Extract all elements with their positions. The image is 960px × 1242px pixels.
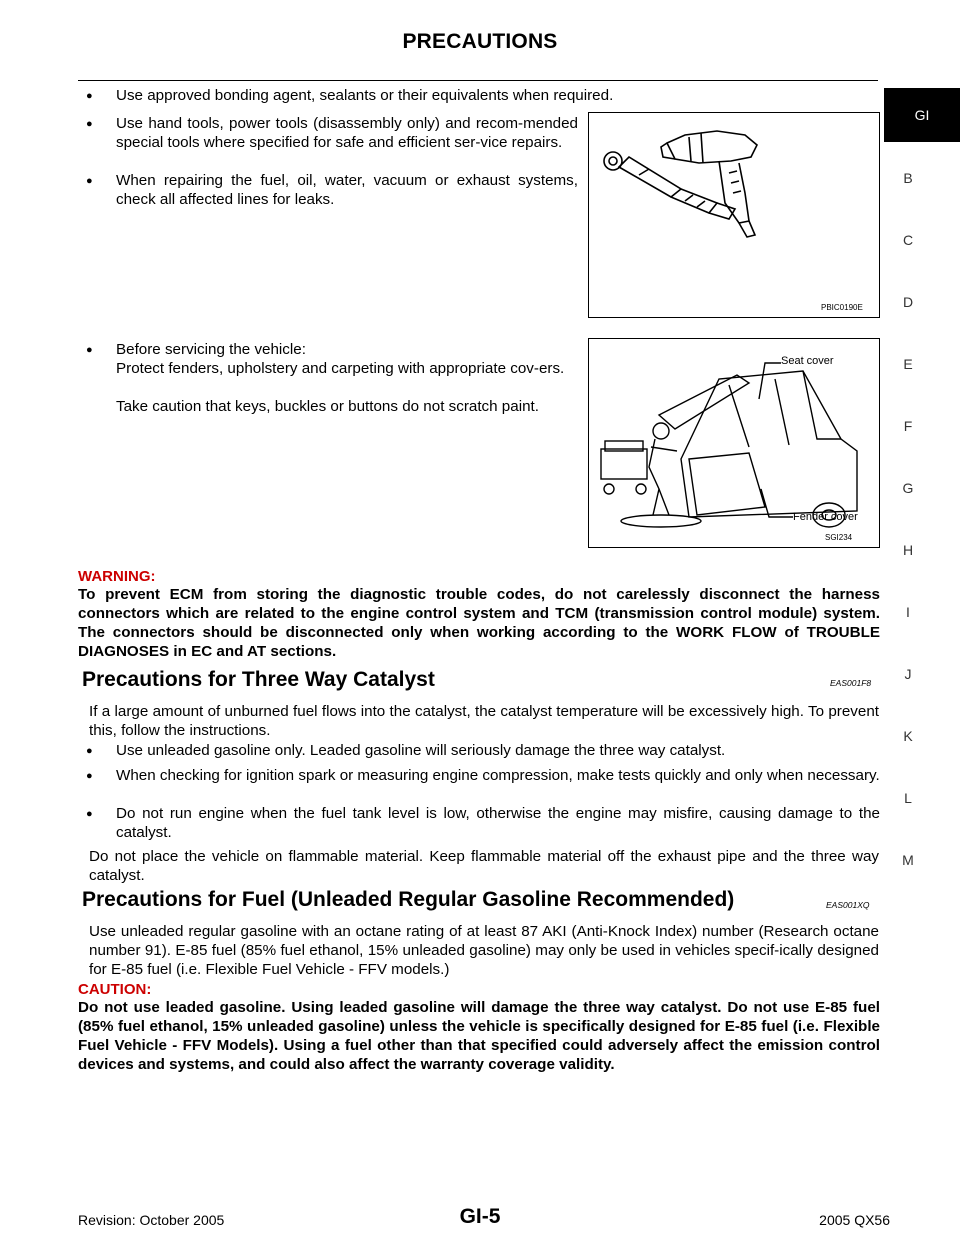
- bullet-icon: ●: [86, 745, 93, 757]
- bullet-text: Use approved bonding agent, sealants or their equivalents when required.: [116, 87, 614, 104]
- bullet-icon: ●: [86, 175, 93, 187]
- section-title-catalyst: Precautions for Three Way Catalyst: [82, 668, 435, 691]
- bullet-text: When repairing the fuel, oil, water, vacuum or exhaust systems, check all affected lines for leaks.: [116, 172, 578, 208]
- side-letter-l[interactable]: L: [904, 790, 912, 806]
- side-letter-d[interactable]: D: [902, 294, 914, 310]
- title-divider: [78, 80, 878, 81]
- vehicle-bullet-line2: Protect fenders, upholstery and carpeting with appropriate cov-ers.: [116, 360, 565, 377]
- vehicle-covers-illustration: [588, 338, 880, 548]
- tools-illustration: [588, 112, 880, 318]
- catalyst-bullet: Do not run engine when the fuel tank level is low, otherwise the engine may misfire, causing damage to the catalyst.: [116, 805, 880, 841]
- warning-heading: WARNING:: [78, 568, 156, 585]
- side-tab-gi[interactable]: GI: [884, 88, 960, 142]
- caution-text: Do not use leaded gasoline. Using leaded gasoline will damage the three way catalyst. Do not use E-85 fuel (85% fuel ethanol, 15% unleaded gasoline) unless the vehicle is specifically designed for E-85 fuel (i.e. Flexible Fuel Vehicle - FFV Models). Using a fuel other than that specified could adversely affect the emission control devices and systems, and could also affect the warranty coverage validity.: [78, 999, 880, 1073]
- page-title: PRECAUTIONS: [402, 30, 558, 53]
- catalyst-bullet: When checking for ignition spark or measuring engine compression, make tests quickly and only when necessary.: [116, 767, 880, 784]
- fender-cover-label: Fender cover: [793, 511, 858, 523]
- section-title-fuel: Precautions for Fuel (Unleaded Regular Gasoline Recommended): [82, 888, 735, 911]
- footer-page-number: GI-5: [459, 1205, 501, 1228]
- vehicle-bullet-line1: Before servicing the vehicle:: [116, 341, 306, 358]
- bullet-icon: ●: [86, 90, 93, 102]
- section-code-catalyst: EAS001F8: [830, 678, 872, 688]
- side-letter-e[interactable]: E: [903, 356, 913, 372]
- power-tools-drawing: [589, 113, 879, 317]
- footer-revision: Revision: October 2005: [78, 1212, 225, 1228]
- figure-code: SGI234: [825, 533, 853, 542]
- side-letter-c[interactable]: C: [902, 232, 914, 248]
- catalyst-outro: Do not place the vehicle on flammable material. Keep flammable material off the exhaust pipe and the three way catalyst.: [89, 848, 879, 884]
- caution-heading: CAUTION:: [78, 981, 152, 998]
- side-letter-k[interactable]: K: [903, 728, 913, 744]
- bullet-icon: ●: [86, 344, 93, 356]
- catalyst-intro: If a large amount of unburned fuel flows into the catalyst, the catalyst temperature will be excessively high. To prevent this, follow the instructions.: [89, 703, 879, 739]
- side-letter-m[interactable]: M: [902, 852, 914, 868]
- catalyst-bullet: Use unleaded gasoline only. Leaded gasoline will seriously damage the three way catalyst.: [116, 742, 726, 759]
- footer-model: 2005 QX56: [819, 1212, 890, 1228]
- side-letter-b[interactable]: B: [903, 170, 913, 186]
- side-letter-g[interactable]: G: [902, 480, 914, 496]
- side-letter-h[interactable]: H: [902, 542, 914, 558]
- seat-cover-label: Seat cover: [781, 355, 834, 367]
- side-letter-f[interactable]: F: [903, 418, 913, 434]
- bullet-icon: ●: [86, 808, 93, 820]
- bullet-icon: ●: [86, 770, 93, 782]
- bullet-icon: ●: [86, 118, 93, 130]
- warning-text: To prevent ECM from storing the diagnostic trouble codes, do not carelessly disconnect the harness connectors which are related to the engine control system and TCM (transmission control module) system. The connectors should be disconnected only when working according to the WORK FLOW of TROUBLE DIAGNOSES in EC and AT sections.: [78, 586, 880, 660]
- vehicle-bullet-line3: Take caution that keys, buckles or buttons do not scratch paint.: [116, 398, 539, 415]
- fuel-text: Use unleaded regular gasoline with an octane rating of at least 87 AKI (Anti-Knock Index) number (Research octane number 91). E-85 fuel (85% fuel ethanol, 15% unleaded gasoline) may only be used in vehicles specif-ically designed for E-85 fuel (i.e. Flexible Fuel Vehicle - FFV models.): [89, 923, 879, 978]
- bullet-text: Use hand tools, power tools (disassembly only) and recom-mended special tools where specified for safe and efficient ser-vice repairs.: [116, 115, 578, 151]
- section-code-fuel: EAS001XQ: [826, 900, 870, 910]
- side-letter-i[interactable]: I: [906, 604, 910, 620]
- figure-code: PBIC0190E: [821, 303, 863, 312]
- side-letter-j[interactable]: J: [904, 666, 912, 682]
